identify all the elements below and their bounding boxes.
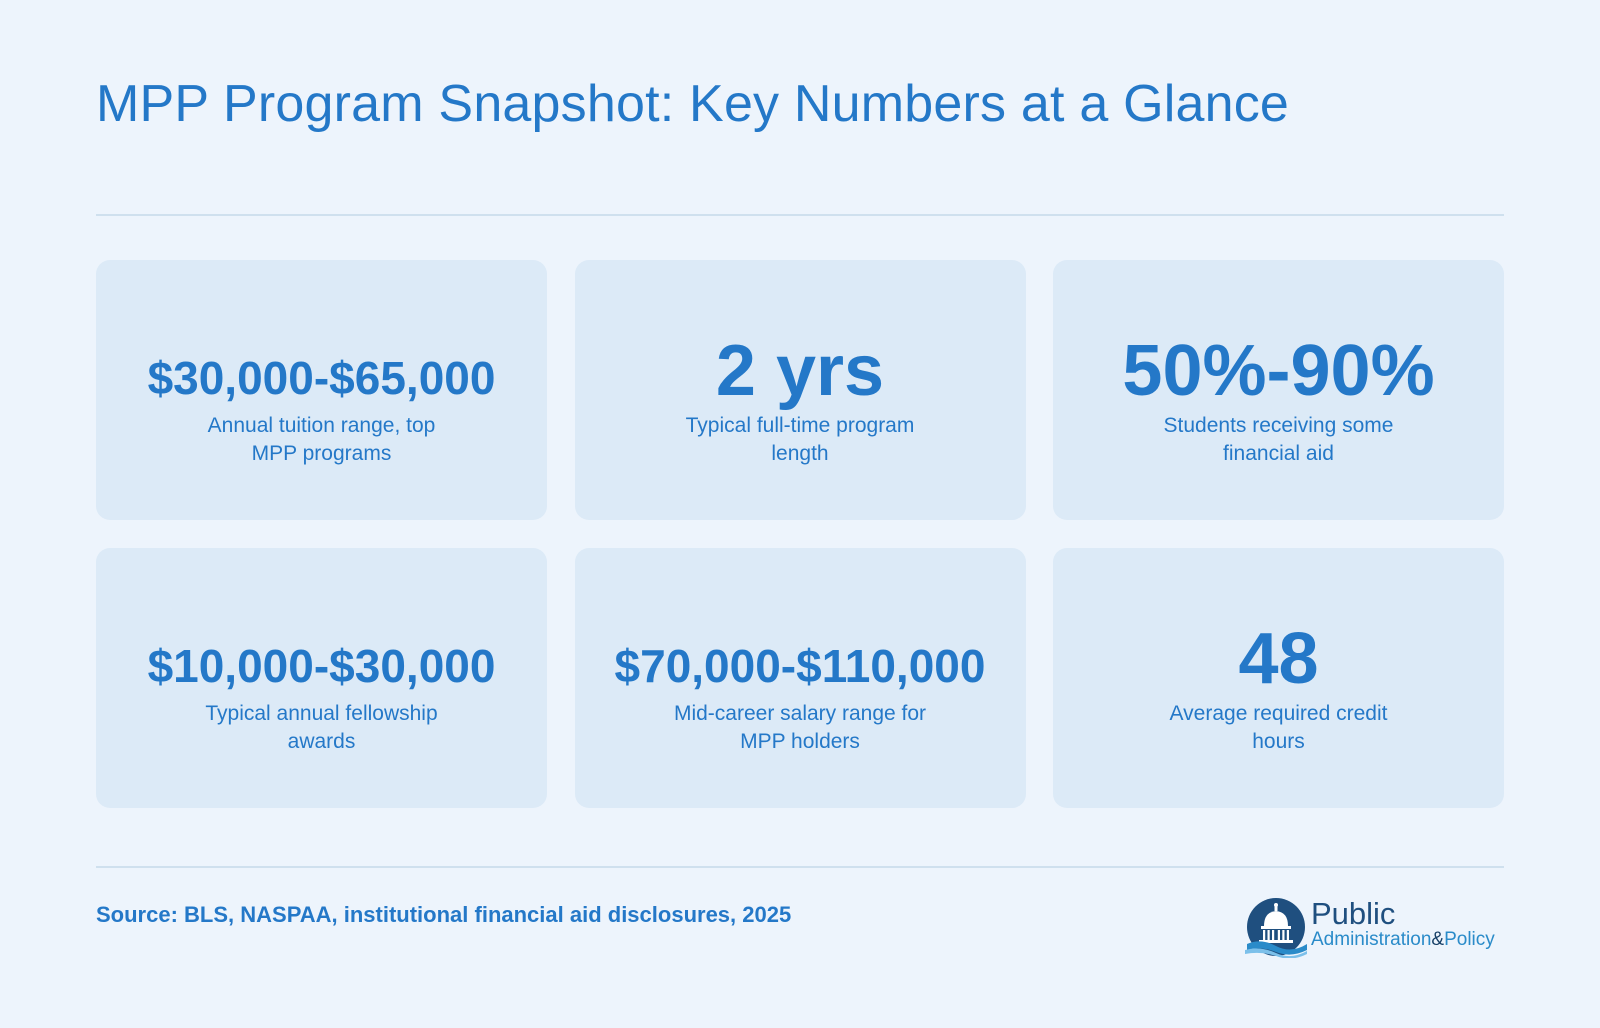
stat-value: $10,000-$30,000 [147, 640, 496, 692]
stat-value: $30,000-$65,000 [147, 352, 496, 404]
stat-value: 50%-90% [1122, 331, 1435, 411]
stat-value: 2 yrs [715, 331, 885, 411]
stat-card-credit-hours [1053, 548, 1504, 808]
page-title: MPP Program Snapshot: Key Numbers at a Glance [96, 75, 1290, 133]
logo-word-administration: Administration [1311, 929, 1432, 950]
stat-label: Students receiving some financial aid [1163, 414, 1394, 465]
top-divider [96, 214, 1504, 216]
stat-card-tuition [96, 260, 547, 520]
source-note: Source: BLS, NASPAA, institutional financial aid disclosures, 2025 [96, 902, 792, 927]
stat-card-salary [575, 548, 1026, 808]
stat-card-fellowship [96, 548, 547, 808]
brand-logo [1245, 896, 1505, 958]
stat-card-financial-aid [1053, 260, 1504, 520]
logo-wordmark-public: Public [1311, 896, 1396, 931]
stat-label: Typical full-time program length [685, 414, 915, 465]
stat-value: $70,000-$110,000 [614, 640, 986, 692]
stat-label: Typical annual fellowship awards [205, 702, 438, 753]
logo-word-ampersand: & [1431, 929, 1445, 950]
stat-label: Mid-career salary range for MPP holders [673, 702, 927, 753]
logo-word-policy: Policy [1444, 929, 1495, 950]
logo-wordmark-subtitle [1311, 930, 1495, 949]
stat-card-program-length [575, 260, 1026, 520]
bottom-divider [96, 866, 1504, 868]
stat-label: Annual tuition range, top MPP programs [207, 414, 436, 465]
stats-grid [96, 260, 1504, 808]
capitol-dome-icon [1245, 896, 1307, 958]
stat-value: 48 [1238, 619, 1319, 699]
stat-label: Average required credit hours [1169, 702, 1388, 753]
